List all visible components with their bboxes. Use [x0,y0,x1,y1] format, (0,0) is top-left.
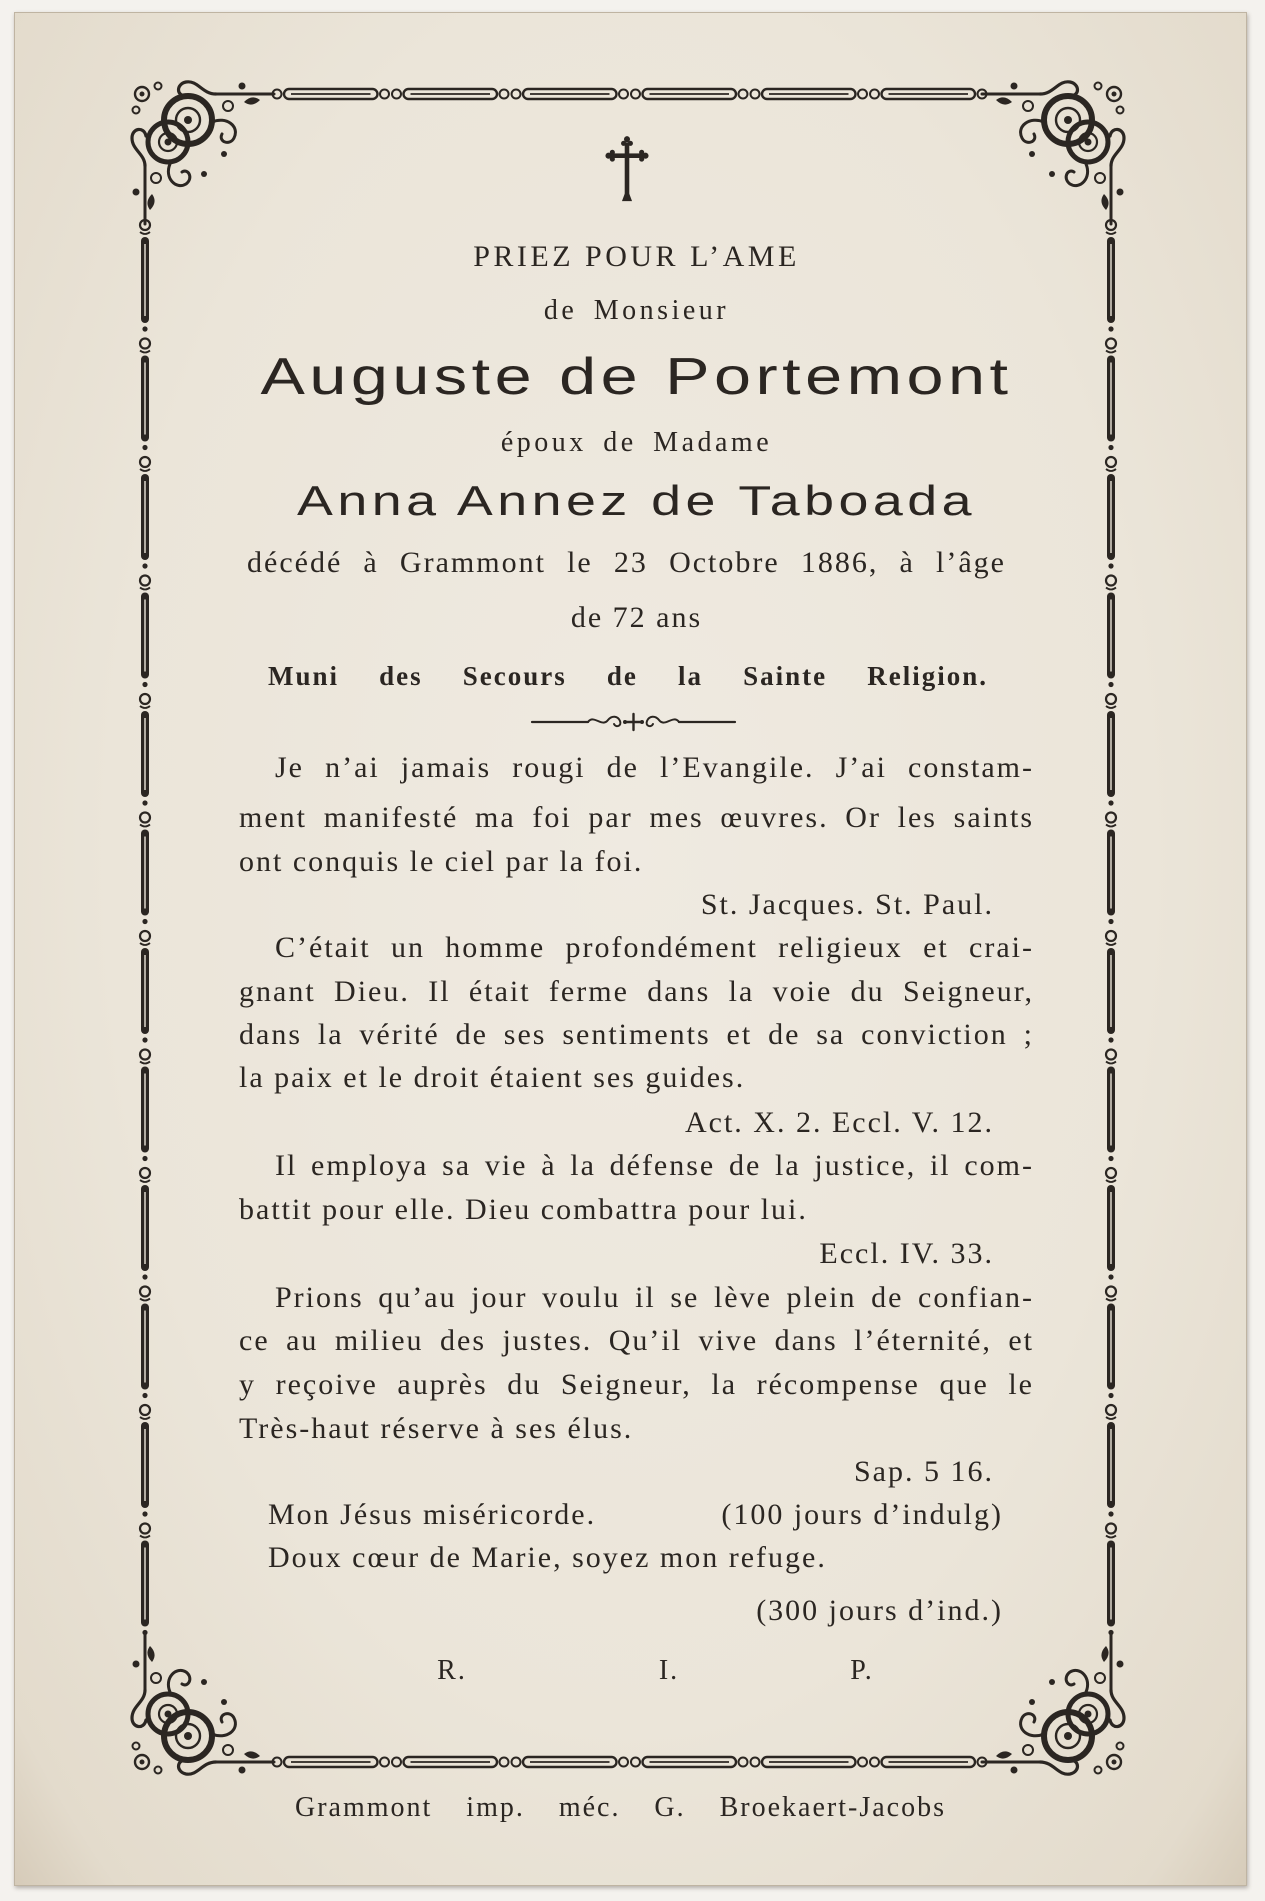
indulgence-prayer: Mon Jésus miséricorde. [268,1498,597,1531]
indulgence-note: (300 jours d’ind.) [756,1594,1003,1627]
passage-line: Très-haut réserve à ses élus. [239,1412,634,1445]
indulgence-note: (100 jours d’indulg) [721,1498,1003,1531]
passage-line: y reçoive auprès du Seigneur, la récompense que le [239,1368,1034,1401]
indulgence-prayer: Doux cœur de Marie, soyez mon refuge. [268,1541,827,1574]
spouse-label: époux de Madame [500,427,773,458]
passage-line: dans la vérité de ses sentiments et de sa conviction ; [239,1018,1034,1051]
passage-line: C’était un homme profondément religieux et crai- [275,931,1034,964]
passage-citation: Act. X. 2. Eccl. V. 12. [684,1106,994,1139]
passage-citation: Eccl. IV. 33. [819,1237,994,1270]
cross-icon [605,134,649,204]
passage-line: Je n’ai jamais rougi de l’Evangile. J’ai constam- [275,751,1034,784]
honorific: de Monsieur [543,295,730,326]
invocation-heading: PRIEZ POUR L’AME [473,240,800,273]
passage-line: Prions qu’au jour voulu il se lève plein de confian- [275,1281,1034,1314]
passage-line: ment manifesté ma foi par mes œuvres. Or les saints [239,801,1034,834]
passage-line: ce au milieu des justes. Qu’il vive dans l’éternité, et [239,1324,1034,1357]
passage-citation: St. Jacques. St. Paul. [700,888,994,921]
passage-line: gnant Dieu. Il était ferme dans la voie du Seigneur, [239,975,1034,1008]
passage-line: la paix et le droit étaient ses guides. [239,1061,746,1094]
spouse-name: Anna Annez de Taboada [296,477,977,524]
death-notice: décédé à Grammont le 23 Octobre 1886, à l’âge [247,546,1006,579]
flourish-divider-icon [530,708,737,734]
printer-imprint: Grammont imp. méc. G. Broekaert-Jacobs [295,1792,946,1823]
rip-letter: I. [658,1655,680,1686]
deceased-name: Auguste de Portemont [260,348,1013,406]
passage-line: battit pour elle. Dieu combattra pour lui. [239,1193,808,1226]
rip-letter: R. [437,1655,467,1686]
rip-letter: P. [850,1655,874,1686]
passage-citation: Sap. 5 16. [854,1455,994,1488]
age-line: de 72 ans [570,601,703,634]
passage-line: Il employa sa vie à la défense de la justice, il com- [275,1149,1034,1182]
passage-line: ont conquis le ciel par la foi. [239,845,644,878]
sacraments-line: Muni des Secours de la Sainte Religion. [268,661,988,691]
